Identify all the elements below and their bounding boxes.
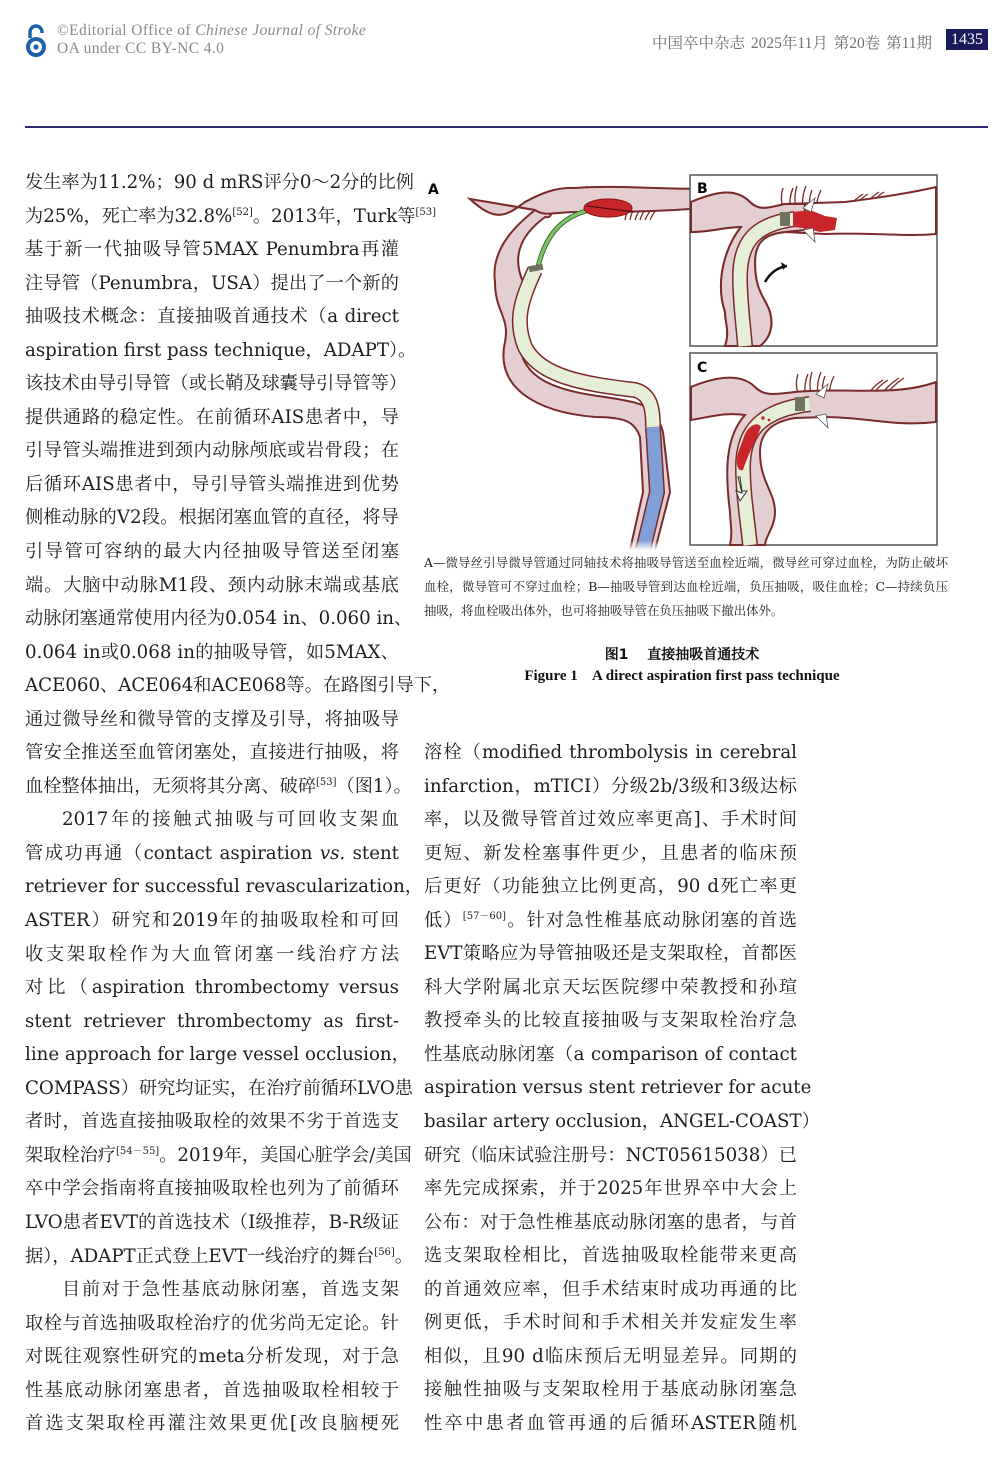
text-line (424, 1139, 797, 1173)
text-line (25, 1206, 399, 1240)
text-run: EVT策略应为导管抽吸还是支架取栓，首都医 (424, 943, 797, 965)
open-access-lock-icon (24, 24, 48, 58)
text-run: 科大学附属北京天坛医院缪中荣教授和孙瑄 (424, 976, 797, 998)
text-run: 性基底动脉闭塞（a comparison of contact (424, 1043, 797, 1065)
text-run: stent (345, 842, 399, 864)
text-run: 后更好（功能独立比例更高，90 d死亡率更 (424, 876, 797, 898)
text-line (25, 669, 451, 703)
text-line (25, 1340, 399, 1374)
text-line (25, 1307, 399, 1341)
text-run: 率，以及微导管首过效应率更高]、手术时间 (424, 809, 797, 831)
text-line (424, 1004, 797, 1038)
text-run: aspiration versus stent retriever for acute (424, 1077, 812, 1099)
text-line (25, 367, 407, 401)
text-line (424, 870, 797, 904)
text-line (25, 971, 399, 1005)
text-run: 更短、新发栓塞事件更少，且患者的临床预 (424, 842, 797, 864)
text-run: 例更低，手术时间和手术相关并发症发生率 (424, 1312, 797, 1334)
text-run: aspiration first pass technique，ADAPT）。 (25, 339, 417, 361)
text-run: 性基底动脉闭塞患者，首选抽吸取栓相较于 (25, 1379, 399, 1401)
citation[interactable]: [56] (374, 1246, 395, 1258)
text-line (25, 200, 436, 234)
panel-a-marker-band (529, 264, 544, 272)
text-run: 选支架取栓相比，首选抽吸取栓能带来更高 (424, 1245, 797, 1267)
text-line (25, 1407, 399, 1441)
text-run: ASTER）研究和2019年的抽吸取栓和可回 (25, 910, 399, 932)
body-text-left-column (25, 166, 451, 1441)
text-run: 发生率为11.2%；90 d mRS评分0～2分的比例 (25, 172, 414, 193)
text-run: 侧椎动脉的V2段。根据闭塞血管的直径，将导 (25, 507, 399, 529)
text-line (25, 300, 399, 334)
text-line (25, 870, 423, 904)
text-run: 性卒中患者血管再通的后循环ASTER随机 (424, 1412, 797, 1434)
text-line (25, 602, 413, 636)
text-run: 管安全推送至血管闭塞处，直接进行抽吸，将 (25, 742, 399, 764)
text-run: 收支架取栓作为大血管闭塞一线治疗方法 (25, 943, 399, 965)
text-run: 管成功再通（contact aspiration (25, 842, 320, 864)
text-line (25, 803, 399, 837)
text-line (25, 535, 399, 569)
text-line (25, 1172, 399, 1206)
text-line (424, 1172, 797, 1206)
text-run: 对既往观察性研究的meta分析发现，对于急 (25, 1346, 399, 1368)
text-run: 提供通路的稳定性。在前循环AIS患者中，导 (25, 406, 399, 428)
text-line (424, 770, 797, 804)
panel-a-thrombus (584, 199, 632, 217)
text-line (25, 569, 399, 603)
text-line (424, 1038, 797, 1072)
citation[interactable]: [53] (415, 206, 436, 218)
text-run: 。 (394, 1245, 414, 1267)
text-run: 架取栓治疗 (25, 1144, 116, 1166)
text-line (25, 334, 417, 368)
text-run: 教授牵头的比较直接抽吸与支架取栓治疗急 (424, 1010, 797, 1032)
text-run: 据），ADAPT正式登上EVT一线治疗的舞台 (25, 1245, 375, 1267)
text-line (424, 1105, 820, 1139)
text-line (424, 1206, 797, 1240)
journal-name-en: Chinese Journal of Stroke (195, 22, 367, 39)
text-line (25, 938, 399, 972)
text-line (25, 636, 399, 670)
text-line (424, 1273, 797, 1307)
text-line (25, 267, 399, 301)
text-run: 为25%，死亡率为32.8% (25, 205, 233, 227)
text-line (424, 971, 797, 1005)
text-run: stent retriever thrombectomy as first- (25, 1010, 399, 1032)
text-run: 取栓与首选抽吸取栓治疗的优劣尚无定论。针 (25, 1312, 399, 1334)
citation[interactable]: [57－60] (462, 910, 507, 922)
text-run: 动脉闭塞通常使用内径为0.054 in、0.060 in、 (25, 608, 413, 630)
text-run: 引导管可容纳的最大内径抽吸导管送至闭塞 (25, 541, 399, 563)
text-line (424, 1340, 797, 1374)
text-line (25, 1038, 410, 1072)
italic-run: vs. (319, 842, 346, 864)
figure-title-cn: 图1 直接抽吸首通技术 (604, 647, 760, 663)
text-line (25, 1072, 414, 1106)
text-line (424, 837, 797, 871)
editorial-prefix: ©Editorial Office of (57, 22, 196, 39)
text-run: 端。大脑中动脉M1段、颈内动脉末端或基底 (25, 574, 399, 596)
text-line (25, 233, 399, 267)
text-run: 。2013年，Turk等 (252, 205, 416, 227)
text-run: 。2019年，美国心脏学会/美国 (159, 1144, 412, 1166)
text-line (25, 1105, 399, 1139)
text-run: （图1）。 (336, 775, 412, 797)
text-run: 者时，首选直接抽吸取栓的效果不劣于首选支 (25, 1111, 399, 1133)
text-line (424, 1239, 797, 1273)
text-run: 血栓整体抽出，无须将其分离、破碎 (25, 775, 317, 797)
text-line (25, 501, 399, 535)
text-line (25, 904, 399, 938)
running-head: 中国卒中杂志 2025年11月 第20卷 第11期 (652, 35, 932, 52)
text-line (25, 837, 399, 871)
figure-title-en: Figure 1 A direct aspiration first pass technique (524, 668, 840, 684)
license-text: OA under CC BY-NC 4.0 (57, 40, 225, 57)
text-run: ACE060、ACE064和ACE068等。在路图引导下， (25, 675, 451, 697)
text-line (25, 1139, 412, 1173)
text-line (25, 1005, 399, 1039)
text-line (424, 736, 797, 770)
text-run: 低） (424, 909, 463, 931)
citation[interactable]: [54－55] (115, 1145, 160, 1157)
text-run: 。针对急性椎基底动脉闭塞的首选 (506, 909, 797, 931)
text-run: 后循环AIS患者中，导引导管头端推进到优势 (25, 473, 399, 495)
text-run: 通过微导丝和微导管的支撑及引导，将抽吸导 (25, 708, 399, 730)
panel-b-label: B (697, 181, 708, 197)
text-line (25, 1374, 399, 1408)
text-line (424, 1071, 812, 1105)
citation[interactable]: [53] (316, 776, 337, 788)
text-run: 该技术由导引导管（或长鞘及球囊导引导管等） (25, 373, 407, 395)
text-run: 率先完成探索，并于2025年世界卒中大会上 (424, 1178, 797, 1200)
panel-b (690, 175, 937, 346)
panel-c-label: C (697, 360, 708, 376)
text-line (25, 736, 399, 770)
text-line (25, 1273, 399, 1307)
text-run: 0.064 in或0.068 in的抽吸导管，如5MAX、 (25, 641, 399, 663)
text-line (25, 401, 399, 435)
text-run: line approach for large vessel occlusion， (25, 1044, 410, 1066)
text-line (25, 1240, 414, 1274)
text-run: LVO患者EVT的首选技术（I级推荐，B-R级证 (25, 1211, 399, 1233)
figure-1-illustration (425, 172, 940, 550)
text-run: basilar artery occlusion，ANGEL-COAST） (424, 1111, 820, 1133)
text-run: 首选支架取栓再灌注效果更优[改良脑梗死 (25, 1413, 399, 1435)
text-run: 公布：对于急性椎基底动脉闭塞的患者，与首 (424, 1211, 797, 1233)
text-line (424, 1407, 797, 1441)
text-line (25, 434, 399, 468)
text-run: 研究（临床试验注册号：NCT05615038）已 (424, 1144, 797, 1166)
panel-a-microcatheter (538, 210, 590, 267)
copyright-notice (57, 22, 366, 58)
body-text-right-column (424, 736, 820, 1440)
text-run: 相似，且90 d临床预后无明显差异。同期的 (424, 1345, 797, 1367)
page-number: 1435 (946, 29, 988, 50)
header-rule (25, 126, 988, 128)
panel-c (690, 353, 937, 545)
text-line (25, 468, 399, 502)
panel-b-marker-band (780, 212, 790, 226)
text-run: COMPASS）研究均证实，在治疗前循环LVO患 (25, 1077, 414, 1099)
text-run: 抽吸技术概念：直接抽吸首通技术（a direct (25, 306, 399, 328)
text-run: infarction，mTICI）分级2b/3级和3级达标 (424, 775, 797, 797)
text-run: 目前对于急性基底动脉闭塞，首选支架 (62, 1279, 399, 1301)
text-line (424, 904, 797, 938)
text-run: retriever for successful revascularization， (25, 876, 423, 898)
text-run: 注导管（Penumbra，USA）提出了一个新的 (25, 272, 399, 294)
text-line (424, 803, 797, 837)
text-run: 引导管头端推进到颈内动脉颅底或岩骨段；在 (25, 440, 399, 462)
text-line (424, 1306, 797, 1340)
text-run: 对比（aspiration thrombectomy versus (25, 977, 399, 999)
panel-a-label: A (428, 182, 439, 198)
citation[interactable]: [52] (232, 206, 253, 218)
text-line (25, 166, 414, 200)
text-line (424, 937, 797, 971)
text-line (25, 770, 412, 804)
text-run: 卒中学会指南将直接抽吸取栓也列为了前循环 (25, 1178, 399, 1200)
text-line (25, 703, 399, 737)
text-run: 溶栓（modified thrombolysis in cerebral (424, 742, 797, 763)
text-run: 的首通效应率，但手术结束时成功再通的比 (424, 1278, 797, 1300)
panel-c-marker-band (795, 397, 805, 411)
figure-caption-note: A—微导丝引导微导管通过同轴技术将抽吸导管送至血栓近端，微导丝可穿过血栓，为防止破坏血栓，微导管可不穿过血栓；B—抽吸导管到达血栓近端，负压抽吸，吸住血栓；C—持续负压抽吸，将血栓吸出体外，也可将抽吸导管在负压抽吸下撤出体外。 (424, 555, 948, 618)
text-run: 2017年的接触式抽吸与可回收支架血 (62, 809, 399, 831)
text-line (424, 1373, 797, 1407)
text-run: 基于新一代抽吸导管5MAX Penumbra再灌 (25, 239, 399, 261)
text-run: 接触性抽吸与支架取栓用于基底动脉闭塞急 (424, 1379, 797, 1401)
